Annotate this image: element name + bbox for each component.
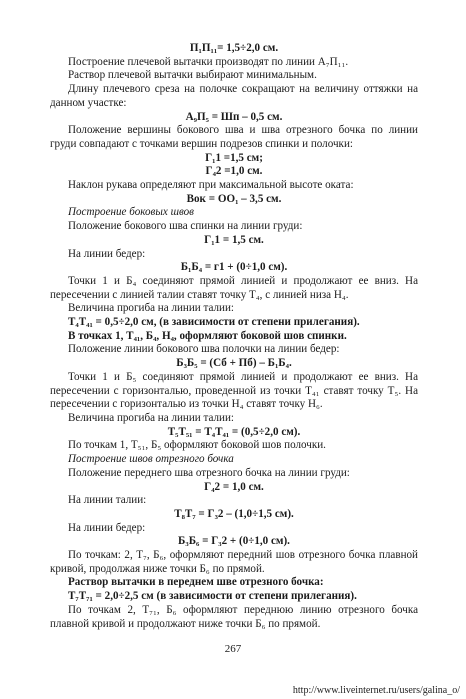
text-line: Величина прогиба на линии талии: <box>68 302 234 315</box>
text-line: П₁П₁₁= 1,5÷2,0 см. <box>189 42 279 54</box>
text-line: Построение боковых швов <box>68 206 194 219</box>
text-line: Положение линии бокового шва полочки на линии бедер: <box>68 343 340 356</box>
text-line: Построение плечевой вытачки производят по линии А₇П₁₁. <box>68 55 349 68</box>
text-line: Б₁Б₄ = г1 + (0÷1,0 см). <box>180 261 288 274</box>
text-line: Положение бокового шва спинки на линии груди: <box>68 220 303 233</box>
text-line: Раствор вытачки в переднем шве отрезного бочка: <box>68 576 324 589</box>
page-number: 267 <box>224 643 242 655</box>
text-body <box>50 42 418 631</box>
text-line: Т₈Т₇ = Г₃2 – (1,0÷1,5 см). <box>174 507 294 520</box>
text-line: По точкам: 2, Т₇, Б₆, оформляют передний шов отрезного бочка плавной кривой, продолжая ниже точки Б₆ по прямой. <box>50 549 418 575</box>
text-line: Раствор плечевой вытачки выбирают минимальным. <box>68 69 317 82</box>
text-line: На линии бедер: <box>68 521 146 534</box>
text-line: Б₃Б₅ = (Сб + Пб) – Б₁Б₄. <box>176 357 292 370</box>
text-line: Т₄Т₄₁ = 0,5÷2,0 см, (в зависимости от степени прилегания). <box>68 316 360 329</box>
text-line: По точкам 2, Т₇₁, Б₆ оформляют переднюю линию отрезного бочка плавной кривой и продолжают ниже точки Б₆ по прямой. <box>50 603 418 630</box>
text-line: По точкам 1, Т₅₁, Б₅ оформляют боковой шов полочки. <box>68 439 326 452</box>
text-line: Т₇Т₇₁ = 2,0÷2,5 см (в зависимости от степени прилегания). <box>68 590 357 603</box>
watermark-url: http://www.liveinternet.ru/users/galina_o/ <box>292 685 460 696</box>
text-line: Точки 1 и Б₄ соединяют прямой линией и продолжают ее вниз. На пересечении с линией талии ставят точку Т₄, с линией низа Н₄. <box>50 274 418 301</box>
text-line: А₉П₅ = Шп – 0,5 см. <box>185 110 283 123</box>
text-line: Г₁1 = 1,5 см. <box>204 233 264 246</box>
text-line: На линии бедер: <box>68 247 146 260</box>
text-line: Б₃Б₆ = Г₃2 + (0÷1,0 см). <box>178 535 290 548</box>
text-line: Положение переднего шва отрезного бочка на линии груди: <box>68 466 350 479</box>
text-line: Вок = ОО₁ – 3,5 см. <box>186 192 282 205</box>
text-line: Г₄2 =1,0 см. <box>205 165 263 178</box>
text-line: Г₄2 = 1,0 см. <box>204 480 264 493</box>
text-line: На линии талии: <box>68 494 147 507</box>
text-line: Наклон рукава определяют при максимальной высоте оката: <box>68 179 354 192</box>
text-line: В точках 1, Т₄₁, Б₄, Н₄, оформляют боковой шов спинки. <box>68 329 347 342</box>
text-line: Величина прогиба на линии талии: <box>68 411 234 424</box>
text-line: Точки 1 и Б₅ соединяют прямой линией и продолжают ее вниз. На пересечении с горизонталью, проведенной из точки Т₄₁ ставят точку Т₅. На пересечении с горизонталью из точки Н₄ ставят точку Н₆. <box>50 370 418 411</box>
text-line: Т₅Т₅₁ = Т₄Т₄₁ = (0,5÷2,0 см). <box>167 425 301 438</box>
text-line: Построение швов отрезного бочка <box>68 453 234 466</box>
text-line: Положение вершины бокового шва и шва отрезного бочка по линии груди совпадают с точками вершин подрезов спинки и полочки: <box>50 124 418 150</box>
text-line: Г₁1 =1,5 см; <box>205 151 263 164</box>
text-line: Длину плечевого среза на полочке сокращают на величину оттяжки на данном участке: <box>50 83 418 109</box>
